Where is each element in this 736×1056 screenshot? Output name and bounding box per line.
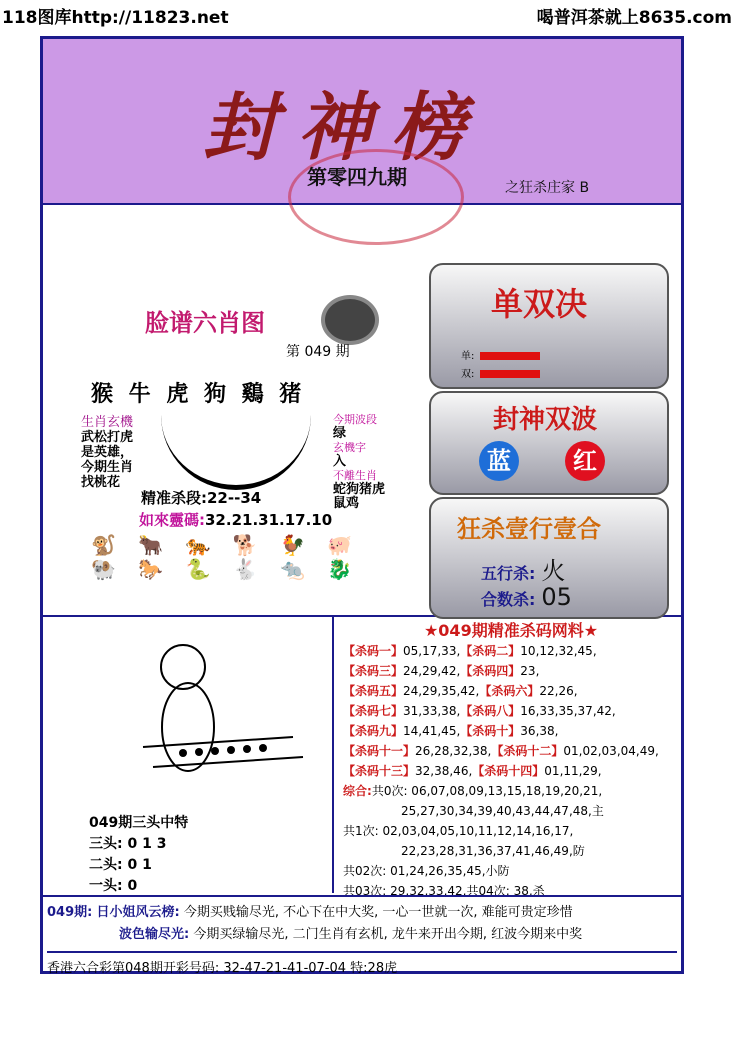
code-line: 【杀码九】14,41,45,【杀码十】36,38,: [343, 724, 559, 738]
code-line: 【杀码十一】26,28,32,38,【杀码十二】01,02,03,04,49,: [343, 744, 659, 758]
header: [43, 39, 681, 205]
summary-2: 共02次: 01,24,26,35,45,小防: [343, 864, 510, 878]
red-ball: 红: [565, 441, 605, 481]
smile-drawing: [161, 405, 311, 490]
right-hint: 今期波段 绿 玄機字 入 不離生肖 蛇狗猪虎鼠鸡: [333, 413, 386, 511]
code-line: 【杀码三】24,29,42,【杀码四】23,: [343, 664, 540, 678]
footer: [43, 895, 681, 976]
poster-frame: [40, 36, 684, 974]
animal-icons: 🐒 🐂 🐅 🐕 🐓 🐖 🐏 🐎 🐍 🐇 🐀 🐉: [91, 533, 361, 581]
left-hint: 生肖玄機 武松打虎是英雄， 今期生肖找桃花: [81, 415, 134, 490]
summary-1: 共1次: 02,03,04,05,10,11,12,14,16,17,: [343, 824, 574, 838]
face-heading: 脸谱六肖图: [145, 309, 265, 337]
kill-segment: 精准杀段:22--34: [141, 489, 262, 507]
wave-title: 封神双波: [493, 405, 598, 435]
page-title: 封神榜: [203, 85, 485, 171]
element-panel: [429, 497, 669, 619]
footer-row-2: 波色输尽光: 今期买绿输尽光, 二门生肖有玄机, 龙牛来开出今期, 红波今期来中奖: [119, 927, 583, 942]
footer-row-1: 049期: 日小姐风云榜: 今期买贱输尽光, 不心下在中大奖, 一心一世就一次, 难能可贵定珍惜: [47, 905, 573, 920]
site-right[interactable]: 喝普洱茶就上8635.com: [536, 8, 732, 28]
bottom-section: [43, 617, 681, 898]
code-line: 【杀码一】05,17,33,【杀码二】10,12,32,45,: [343, 644, 597, 658]
site-left[interactable]: 118图库http://11823.net: [2, 8, 229, 28]
sum-row: 合数杀: 05: [481, 583, 572, 611]
odd-even-title: 单双决: [491, 285, 588, 323]
codes-heading: ★049期精准杀码网料★: [423, 621, 599, 640]
odd-row: 单:: [461, 347, 540, 362]
footer-row-3: 香港六合彩第048期开彩号码: 32-47-21-41-07-04 特:28虎: [47, 951, 677, 976]
code-line: 【杀码七】31,33,38,【杀码八】16,33,35,37,42,: [343, 704, 616, 718]
wave-panel: [429, 391, 669, 495]
lucky-codes: 如來靈碼:32.21.31.17.10: [139, 511, 333, 529]
zodiac-row: 猴 牛 虎 狗 鷄 猪: [91, 382, 306, 407]
summary-3: 共03次: 29,32,33,42,共04次: 38,杀: [343, 884, 545, 898]
middle-section: [43, 205, 681, 617]
odd-even-panel: [429, 263, 669, 389]
divider: [332, 617, 334, 893]
banker-label: 之狂杀庄家 B: [505, 180, 590, 196]
element-row: 五行杀: 火: [481, 557, 566, 585]
element-title: 狂杀壹行壹合: [457, 515, 601, 543]
issue-number: 第零四九期: [307, 165, 407, 189]
code-line: 【杀码五】24,29,35,42,【杀码六】22,26,: [343, 684, 578, 698]
leopard-drawing: [73, 627, 333, 807]
face-issue: 第 049 期: [286, 344, 350, 360]
heads-box: 049期三头中特 三头: 0 1 3 二头: 0 1 一头: 0: [89, 815, 189, 894]
even-row: 双:: [461, 365, 540, 380]
top-bar: [0, 0, 736, 30]
face-chart: [71, 295, 411, 635]
blue-ball: 蓝: [479, 441, 519, 481]
summary-0: 综合:共0次: 06,07,08,09,13,15,18,19,20,21,: [343, 784, 603, 798]
code-line: 【杀码十三】32,38,46,【杀码十四】01,11,29,: [343, 764, 602, 778]
clock-icon: [321, 295, 379, 345]
kill-codes: ★049期精准杀码网料★ 【杀码一】05,17,33,【杀码二】10,12,32,45, 【杀码三】24,29,42,【杀码四】23, 【杀码五】24,29,35,42,【杀码六】22,26, 【杀码七】31,33,38,【杀码八】16,33,35,37,42, 【杀码九】14,41,45,【杀码十】36,38, 【杀码十一】26,28,32,38,【杀码十二】01,02,03,04,49, 【杀码十三】32,38,46,【杀码十四】01,11,29, 综合:共0次: 06,07,08,09,13,15,18,19,20,21, 25,27,30,34,39,40,43,44,47,48,主 共1次: 02,03,04,05,10,11,12,14,16,17, 22,23,28,31,36,37,41,46,49,防 共02次: 01,24,26,35,45,小防 共03次: 29,32,33,42,共04次: 38,杀: [343, 621, 679, 901]
